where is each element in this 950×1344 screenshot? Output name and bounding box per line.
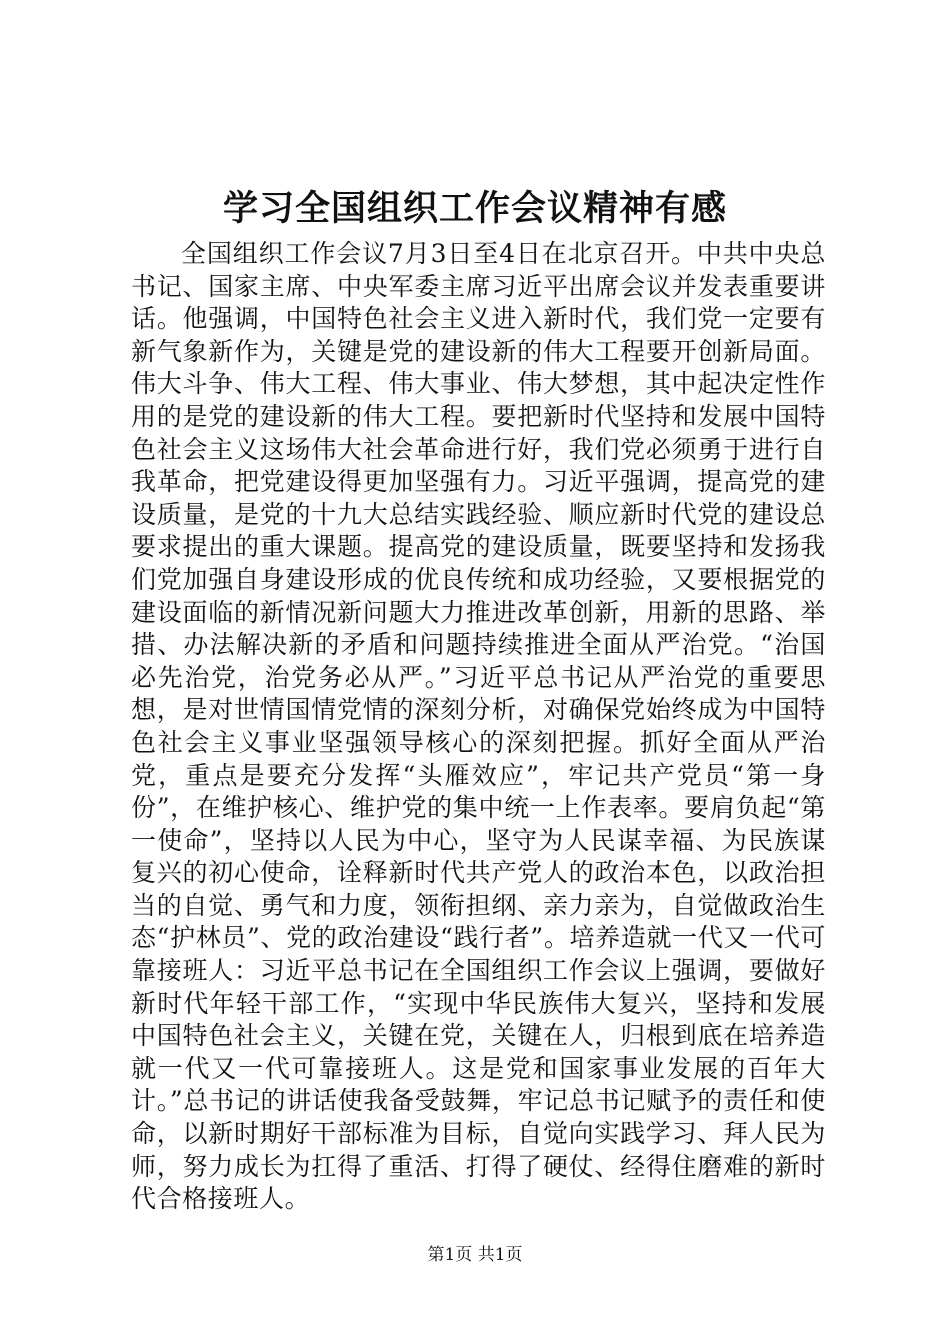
document-title: 学习全国组织工作会议精神有感 [222,188,727,229]
body-paragraph: 全国组织工作会议7月3日至4日在北京召开。中共中央总书记、国家主席、中央军委主席习近平出席会议并发表重要讲话。他强调，中国特色社会主义进入新时代，我们党一定要有新气象新作为，关键是党的建设新的伟大工程要开创新局面。伟大斗争、伟大工程、伟大事业、伟大梦想，其中起决定性作用的是党的建设新的伟大工程。要把新时代坚持和发展中国特色社会主义这场伟大社会革命进行好，我们党必须勇于进行自我革命，把党建设得更加坚强有力。习近平强调，提高党的建设质量，是党的十九大总结实践经验、顺应新时代党的建设总要求提出的重大课题。提高党的建设质量，既要坚持和发扬我们党加强自身建设形成的优良传统和成功经验，又要根据党的建设面临的新情况新问题大力推进改革创新，用新的思路、举措、办法解决新的矛盾和问题持续推进全面从严治党。“治国必先治党，治党务必从严。”习近平总书记从严治党的重要思想，是对世情国情党情的深刻分析，对确保党始终成为中国特色社会主义事业坚强领导核心的深刻把握。抓好全面从严治党，重点是要充分发挥“头雁效应”，牢记共产党员“第一身份”，在维护核心、维护党的集中统一上作表率。要肩负起“第一使命”，坚持以人民为中心，坚守为人民谋幸福、为民族谋复兴的初心使命，诠释新时代共产党人的政治本色，以政治担当的自觉、勇气和力度，领衔担纲、亲力亲为，自觉做政治生态“护林员”、党的政治建设“践行者”。培养造就一代又一代可靠接班人：习近平总书记在全国组织工作会议上强调，要做好新时代年轻干部工作，“实现中华民族伟大复兴，坚持和发展中国特色社会主义，关键在党，关键在人，归根到底在培养造就一代又一代可靠接班人。这是党和国家事业发展的百年大计。”总书记的讲话使我备受鼓舞，牢记总书记赋予的责任和使命，以新时期好干部标准为目标，自觉向实践学习、拜人民为师，努力成长为扛得了重活、打得了硬仗、经得住磨难的新时代合格接班人。 [131,239,826,1214]
page-footer: 第1页 共1页 [427,1245,523,1265]
